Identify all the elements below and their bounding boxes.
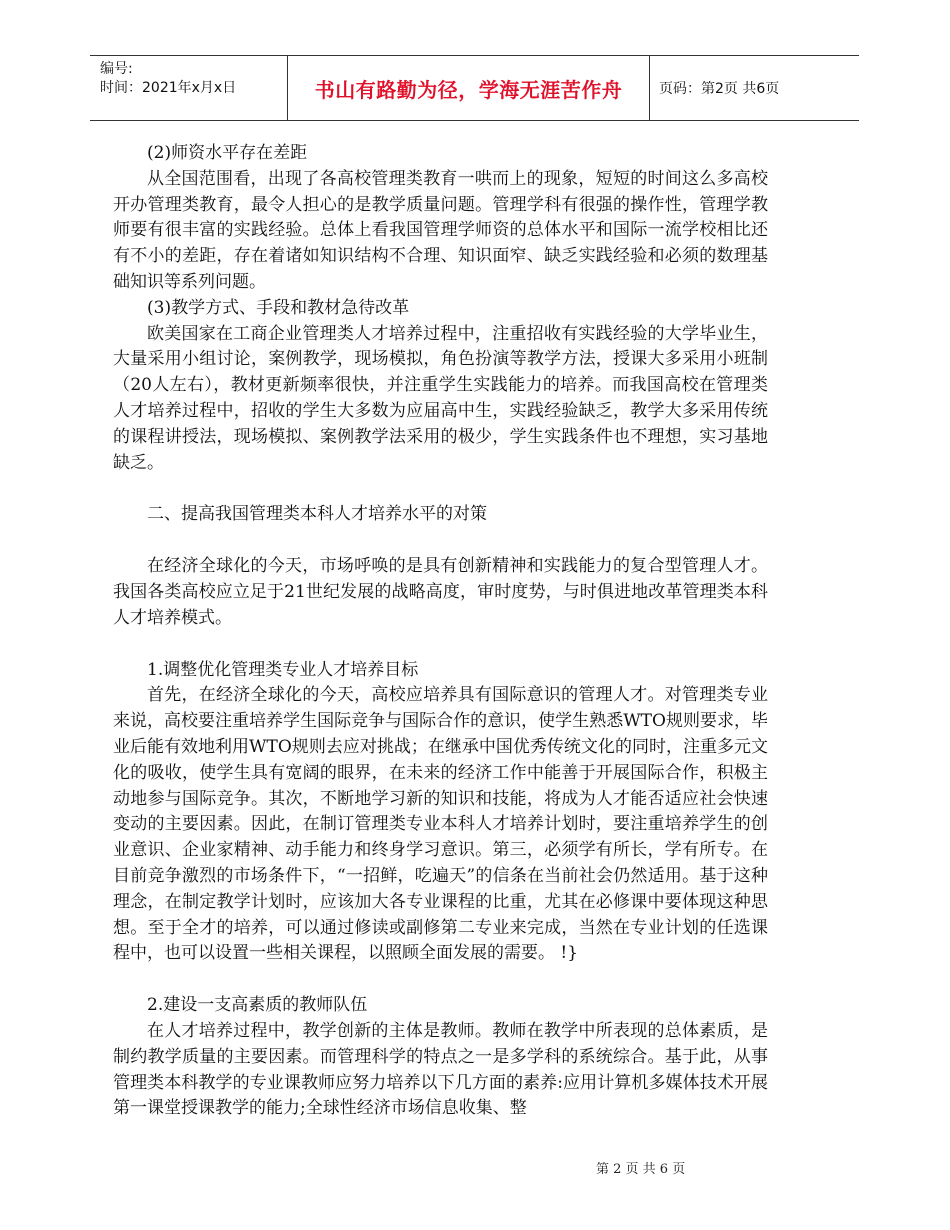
paragraph-teacher-team: 在人才培养过程中，教学创新的主体是教师。教师在教学中所表现的总体素质，是制约教学质量的主要因素。而管理科学的特点之一是多学科的系统综合。基于此，从事管理类本科教学的专业课教师应努力培养以下几方面的素养:应用计算机多媒体技术开展第一课堂授课教学的能力;全球性经济市场信息收集、整: [113, 1020, 768, 1119]
spacer: [113, 967, 768, 993]
paragraph-training-goals: 首先，在经济全球化的今天，高校应培养具有国际意识的管理人才。对管理类专业来说，高校要注重培养学生国际竞争与国际合作的意识，使学生熟悉WTO规则要求，毕业后能有效地利用WTO规则去应对挑战；在继承中国优秀传统文化的同时，注重多元文化的吸收，使学生具有宽阔的眼界，在未来的经济工作中能善于开展国际合作，积极主动地参与国际竞争。其次，不断地学习新的知识和技能，将成为人才能否适应社会快速变动的主要因素。因此，在制订管理类专业本科人才培养计划时，要注重培养学生的创业意识、企业家精神、动手能力和终身学习意识。第三，必须学有所长，学有所专。在目前竞争激烈的市场条件下，“一招鲜，吃遍天”的信条在当前社会仍然适用。基于这种理念，在制定教学计划时，应该加大各专业课程的比重，尤其在必修课中要体现这种思想。至于全才的培养，可以通过修读或副修第二专业来完成，当然在专业计划的任选课程中，也可以设置一些相关课程，以照顾全面发展的需要。 !}: [113, 685, 768, 964]
spacer: [113, 476, 768, 502]
document-body: [113, 141, 768, 1122]
section-heading-countermeasures: 二、提高我国管理类本科人才培养水平的对策: [147, 504, 487, 525]
paragraph-teaching-methods: 欧美国家在工商企业管理类人才培养过程中，注重招收有实践经验的大学毕业生，大量采用小组讨论，案例教学，现场模拟，角色扮演等教学方法，授课大多采用小班制（20人左右），教材更新频率很快，并注重学生实践能力的培养。而我国高校在管理类人才培养过程中，招收的学生大多数为应届高中生，实践经验缺乏，教学大多采用传统的课程讲授法，现场模拟、案例教学法采用的极少，学生实践条件也不理想，实习基地缺乏。: [113, 323, 768, 473]
header-motto: 书山有路勤为径，学海无涯苦作舟: [287, 56, 650, 120]
subheading-teacher-team: 2.建设一支高素质的教师队伍: [147, 995, 368, 1016]
page-header: [90, 55, 859, 121]
paragraph-teachers-gap: 从全国范围看，出现了各高校管理类教育一哄而上的现象，短短的时间这么多高校开办管理类教育，最令人担心的是教学质量问题。管理学科有很强的操作性，管理学教师要有很丰富的实践经验。总体上看我国管理学师资的总体水平和国际一流学校相比还有不小的差距，存在着诸如知识结构不合理、知识面窄、缺乏实践经验和必须的数理基础知识等系列问题。: [113, 168, 768, 292]
subheading-teachers-gap: (2)师资水平存在差距: [147, 143, 308, 163]
spacer: [113, 528, 768, 554]
page-footer: 第 2 页 共 6 页: [596, 1162, 686, 1177]
doc-number-label: 编号:: [100, 61, 133, 77]
subheading-training-goals: 1.调整优化管理类专业人才培养目标: [147, 659, 419, 680]
doc-time-label: 时间：2021年x月x日: [100, 80, 237, 96]
header-meta: [100, 60, 236, 98]
spacer: [113, 632, 768, 658]
header-page-info: 页码：第2页 共6页: [659, 81, 780, 97]
subheading-teaching-methods: (3)教学方式、手段和教材急待改革: [147, 297, 410, 318]
paragraph-countermeasures-intro: 在经济全球化的今天，市场呼唤的是具有创新精神和实践能力的复合型管理人才。我国各类高校应立足于21世纪发展的战略高度，审时度势，与时俱进地改革管理类本科人才培养模式。: [113, 556, 768, 628]
